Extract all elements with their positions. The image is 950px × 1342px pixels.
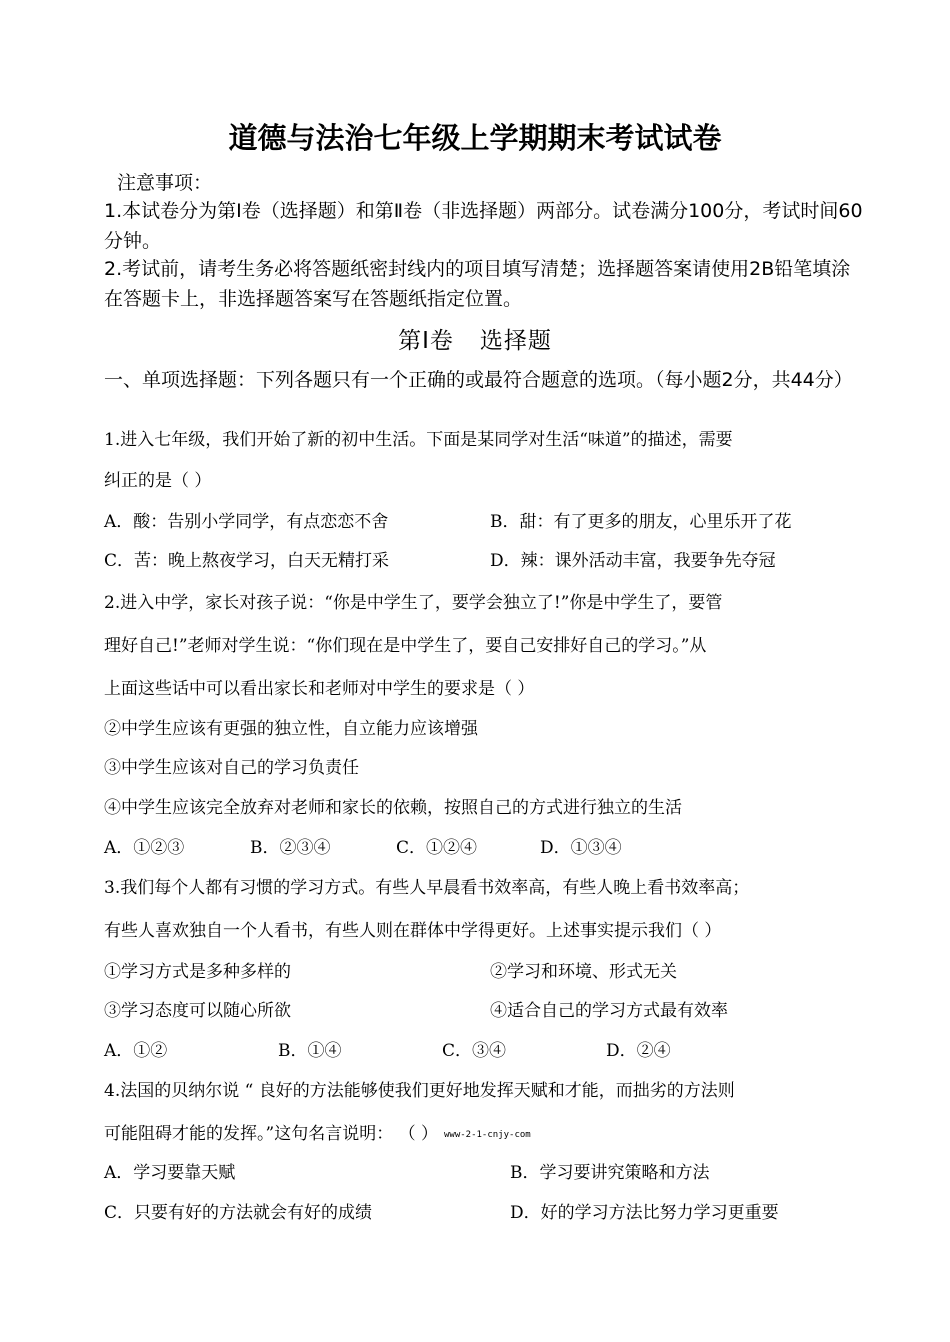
notice-item-2: 2.考试前，请考生务必将答题纸密封线内的项目填写清楚；选择题答案请使用2B铅笔填涂在答题卡上，非选择题答案写在答题纸指定位置。 xyxy=(104,258,851,310)
q4-stem-text: 可能阻碍才能的发挥。”这句名言说明： （ ） xyxy=(104,1124,438,1144)
part-label: 第Ⅰ卷 xyxy=(398,328,454,354)
q3-statement-3: ③学习态度可以随心所欲 xyxy=(104,1001,291,1021)
q2-statement-3: ③中学生应该对自己的学习负责任 xyxy=(104,758,359,778)
q3-option-a: A．①② xyxy=(104,1041,168,1061)
exam-title: 道德与法治七年级上学期期末考试试卷 xyxy=(228,121,722,155)
q2-stem-line-2: 理好自己!”老师对学生说：“你们现在是中学生了，要自己安排好自己的学习。”从 xyxy=(104,636,707,656)
q2-stem-line-1: 2.进入中学，家长对孩子说：“你是中学生了，要学会独立了!”你是中学生了，要管 xyxy=(104,593,723,613)
q4-stem-line-1: 4.法国的贝纳尔说 “ 良好的方法能够使我们更好地发挥天赋和才能，而拙劣的方法则 xyxy=(104,1081,735,1101)
q2-stem-line-3: 上面这些话中可以看出家长和老师对中学生的要求是（ ） xyxy=(104,679,535,699)
q2-option-a: A．①②③ xyxy=(104,838,185,858)
q1-option-d: D．辣：课外活动丰富，我要争先夺冠 xyxy=(490,551,776,571)
q3-option-c: C．③④ xyxy=(442,1041,507,1061)
q2-option-d: D．①③④ xyxy=(540,838,622,858)
part-heading xyxy=(0,322,950,355)
q4-option-c: C．只要有好的方法就会有好的成绩 xyxy=(104,1203,373,1223)
q3-statement-2: ②学习和环境、形式无关 xyxy=(490,962,677,982)
q3-option-d: D．②④ xyxy=(606,1041,671,1061)
q4-option-d: D．好的学习方法比努力学习更重要 xyxy=(510,1203,779,1223)
q3-option-b: B．①④ xyxy=(278,1041,342,1061)
q4-option-b: B．学习要讲究策略和方法 xyxy=(510,1163,710,1183)
q2-statement-2: ②中学生应该有更强的独立性，自立能力应该增强 xyxy=(104,719,478,739)
q1-option-c: C．苦：晚上熬夜学习，白天无精打采 xyxy=(104,551,390,571)
watermark-text: www-2-1-cnjy-com xyxy=(444,1129,531,1140)
notice-heading: 注意事项： xyxy=(117,172,213,194)
q1-option-b: B．甜：有了更多的朋友，心里乐开了花 xyxy=(490,512,792,532)
q3-statement-4: ④适合自己的学习方式最有效率 xyxy=(490,1001,728,1021)
q4-stem-line-2 xyxy=(104,1119,531,1144)
q3-statement-1: ①学习方式是多种多样的 xyxy=(104,962,291,982)
section-heading: 一、单项选择题：下列各题只有一个正确的或最符合题意的选项。（每小题2分，共44分） xyxy=(104,369,853,391)
q2-option-b: B．②③④ xyxy=(250,838,331,858)
q4-option-a: A．学习要靠天赋 xyxy=(104,1163,236,1183)
q3-stem-line-2: 有些人喜欢独自一个人看书，有些人则在群体中学得更好。上述事实提示我们（ ） xyxy=(104,921,722,941)
q1-option-a: A．酸：告别小学同学，有点恋恋不舍 xyxy=(104,512,389,532)
q1-stem-line-2: 纠正的是（ ） xyxy=(104,471,212,491)
part-name: 选择题 xyxy=(479,328,552,354)
q2-statement-4: ④中学生应该完全放弃对老师和家长的依赖，按照自己的方式进行独立的生活 xyxy=(104,798,682,818)
q2-option-c: C．①②④ xyxy=(396,838,478,858)
q1-stem-line-1: 1.进入七年级，我们开始了新的初中生活。下面是某同学对生活“味道”的描述，需要 xyxy=(104,430,733,450)
q3-stem-line-1: 3.我们每个人都有习惯的学习方式。有些人早晨看书效率高，有些人晚上看书效率高； xyxy=(104,878,750,898)
notice-item-1: 1.本试卷分为第Ⅰ卷（选择题）和第Ⅱ卷（非选择题）两部分。试卷满分100分，考试时间60分钟。 xyxy=(104,200,863,252)
